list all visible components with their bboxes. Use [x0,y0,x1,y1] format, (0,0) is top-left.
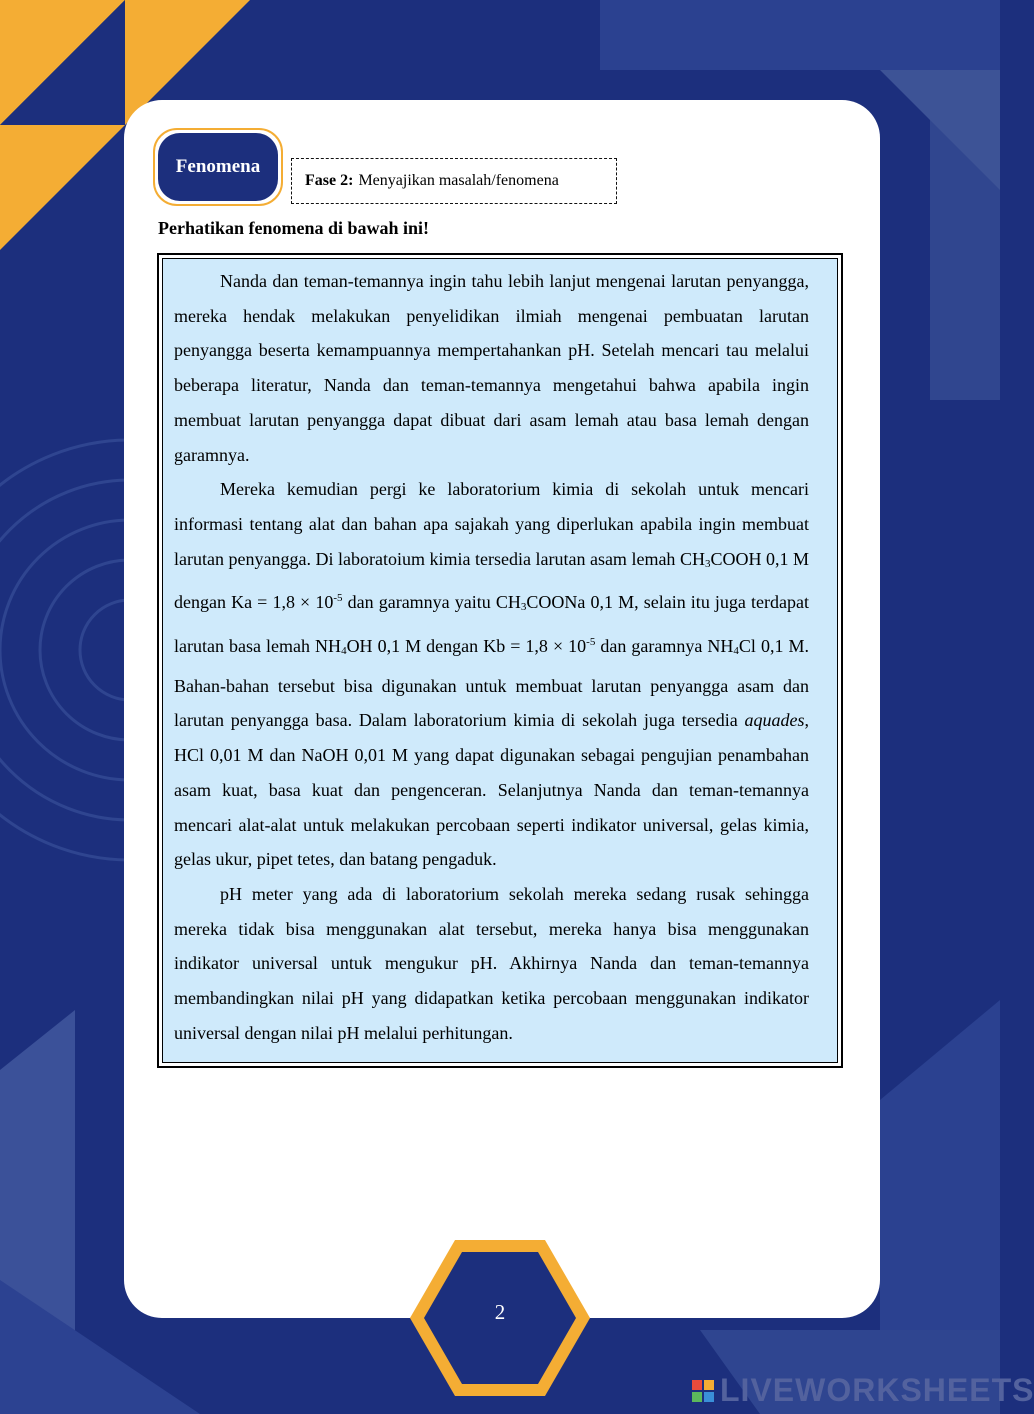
p2-sub-2: 3 [520,601,527,614]
page-number: 2 [494,1300,506,1324]
phase-box [291,158,617,204]
section-badge [158,133,278,201]
p2-text-1: Mereka kemudian pergi ke laboratorium kimia di sekolah untuk mencari informasi tentang alat dan bahan apa sajakah yang diperlukan apabila ingin membuat larutan penyangga. Di laboratoium kimia tersedia larutan asam lemah CH [174,479,809,569]
instruction-heading: Perhatikan fenomena di bawah ini! [158,218,430,238]
p2-text-4: COONa 0,1 M, selain itu juga terdapat larutan basa lemah NH [174,592,809,657]
story-paragraph-3: pH meter yang ada di laboratorium sekolah mereka sedang rusak sehingga mereka tidak bisa menggunakan alat tersebut, mereka hanya bisa menggunakan indikator universal untuk mengukur pH. Akhirnya Nanda dan teman-temannya membandingkan nilai pH yang didapatkan ketika percobaan menggunakan indikator universal dengan nilai pH melalui perhitungan. [174,883,809,1043]
watermark-text: LIVEWORKSHEETS [720,1372,1034,1408]
section-badge-label: Fenomena [175,156,261,177]
p2-sub-3: 4 [341,645,347,658]
p2-text-3: dan garamnya yaitu CH [342,592,521,613]
p2-text-7: Cl 0,1 M. Bahan-bahan tersebut bisa digunakan untuk membuat larutan penyangga asam dan larutan penyangga basa. Dalam laboratorium kimia di sekolah juga tersedia [174,636,810,731]
p2-italic-aquades: aquades [744,710,805,731]
phenomenon-box-inner [162,258,838,1063]
phase-text: Menyajikan masalah/fenomena [358,172,559,189]
phenomenon-box [157,253,843,1068]
logo-square-e [704,1392,714,1402]
p2-sup-1: -5 [333,592,343,605]
p2-sub-1: 3 [704,557,711,570]
p2-sup-2: -5 [586,636,596,649]
story-paragraph-2 [174,472,809,877]
p2-text-6: dan garamnya NH [595,636,734,657]
p2-sub-4: 4 [733,645,739,658]
logo-square-l [692,1380,702,1390]
liveworksheets-watermark [692,1372,1034,1409]
p2-text-2: COOH 0,1 M dengan Ka = 1,8 × 10 [174,548,809,613]
p2-text-8: , HCl 0,01 M dan NaOH 0,01 M yang dapat digunakan sebagai pengujian penambahan asam kuat, basa kuat dan pengenceran. Selanjutnya Nanda dan teman-temannya mencari alat-alat untuk melakukan percobaan seperti indikator universal, gelas kimia, gelas ukur, pipet tetes, dan batang pengaduk. [174,710,809,870]
p2-text-5: OH 0,1 M dengan Kb = 1,8 × 10 [346,636,587,657]
liveworksheets-logo-icon [692,1380,714,1402]
story-paragraph-1: Nanda dan teman-temannya ingin tahu lebih lanjut mengenai larutan penyangga, mereka hendak melakukan penyelidikan ilmiah mengenai pembuatan larutan penyangga beserta kemampuannya mempertahankan pH. Setelah mencari tau melalui beberapa literatur, Nanda dan teman-temannya mengetahui bahwa apabila ingin membuat larutan penyangga dapat dibuat dari asam lemah atau basa lemah dengan garamnya. [174,271,809,465]
logo-square-i [704,1380,714,1390]
phase-label: Fase 2: [305,172,354,189]
logo-square-v [692,1392,702,1402]
